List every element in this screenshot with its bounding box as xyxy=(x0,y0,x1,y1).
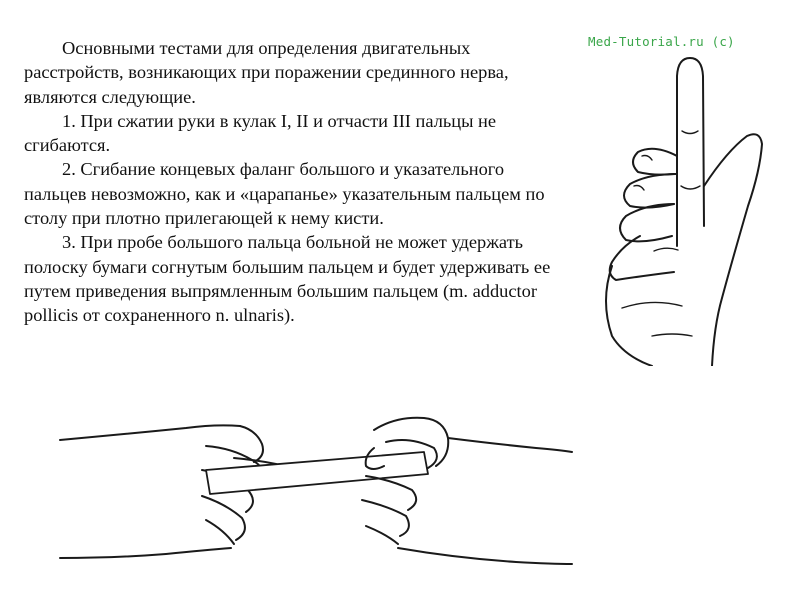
intro-paragraph: Основными тестами для определения двигательных расстройств, возникающих при поражении срединного нерва, являются следующие. xyxy=(24,38,509,107)
paper-test-illustration xyxy=(56,408,576,584)
watermark: Med-Tutorial.ru (c) xyxy=(588,34,735,49)
document-text xyxy=(24,36,564,328)
hand-fist-illustration xyxy=(582,36,792,366)
test-3-paragraph: 3. При пробе большого пальца больной не может удержать полоску бумаги согнутым большим пальцем и будет удерживать ее путем приведения выпрямленным большим пальцем (m. adductor pollicis от сохраненного n. ulnaris). xyxy=(24,232,551,326)
test-2-paragraph: 2. Сгибание концевых фаланг большого и указательного пальцев невозможно, как и «царапанье» указательным пальцем по столу при плотно прилегающей к нему кисти. xyxy=(24,159,545,229)
test-1-paragraph: 1. При сжатии руки в кулак I, II и отчасти III пальцы не сгибаются. xyxy=(24,110,497,156)
